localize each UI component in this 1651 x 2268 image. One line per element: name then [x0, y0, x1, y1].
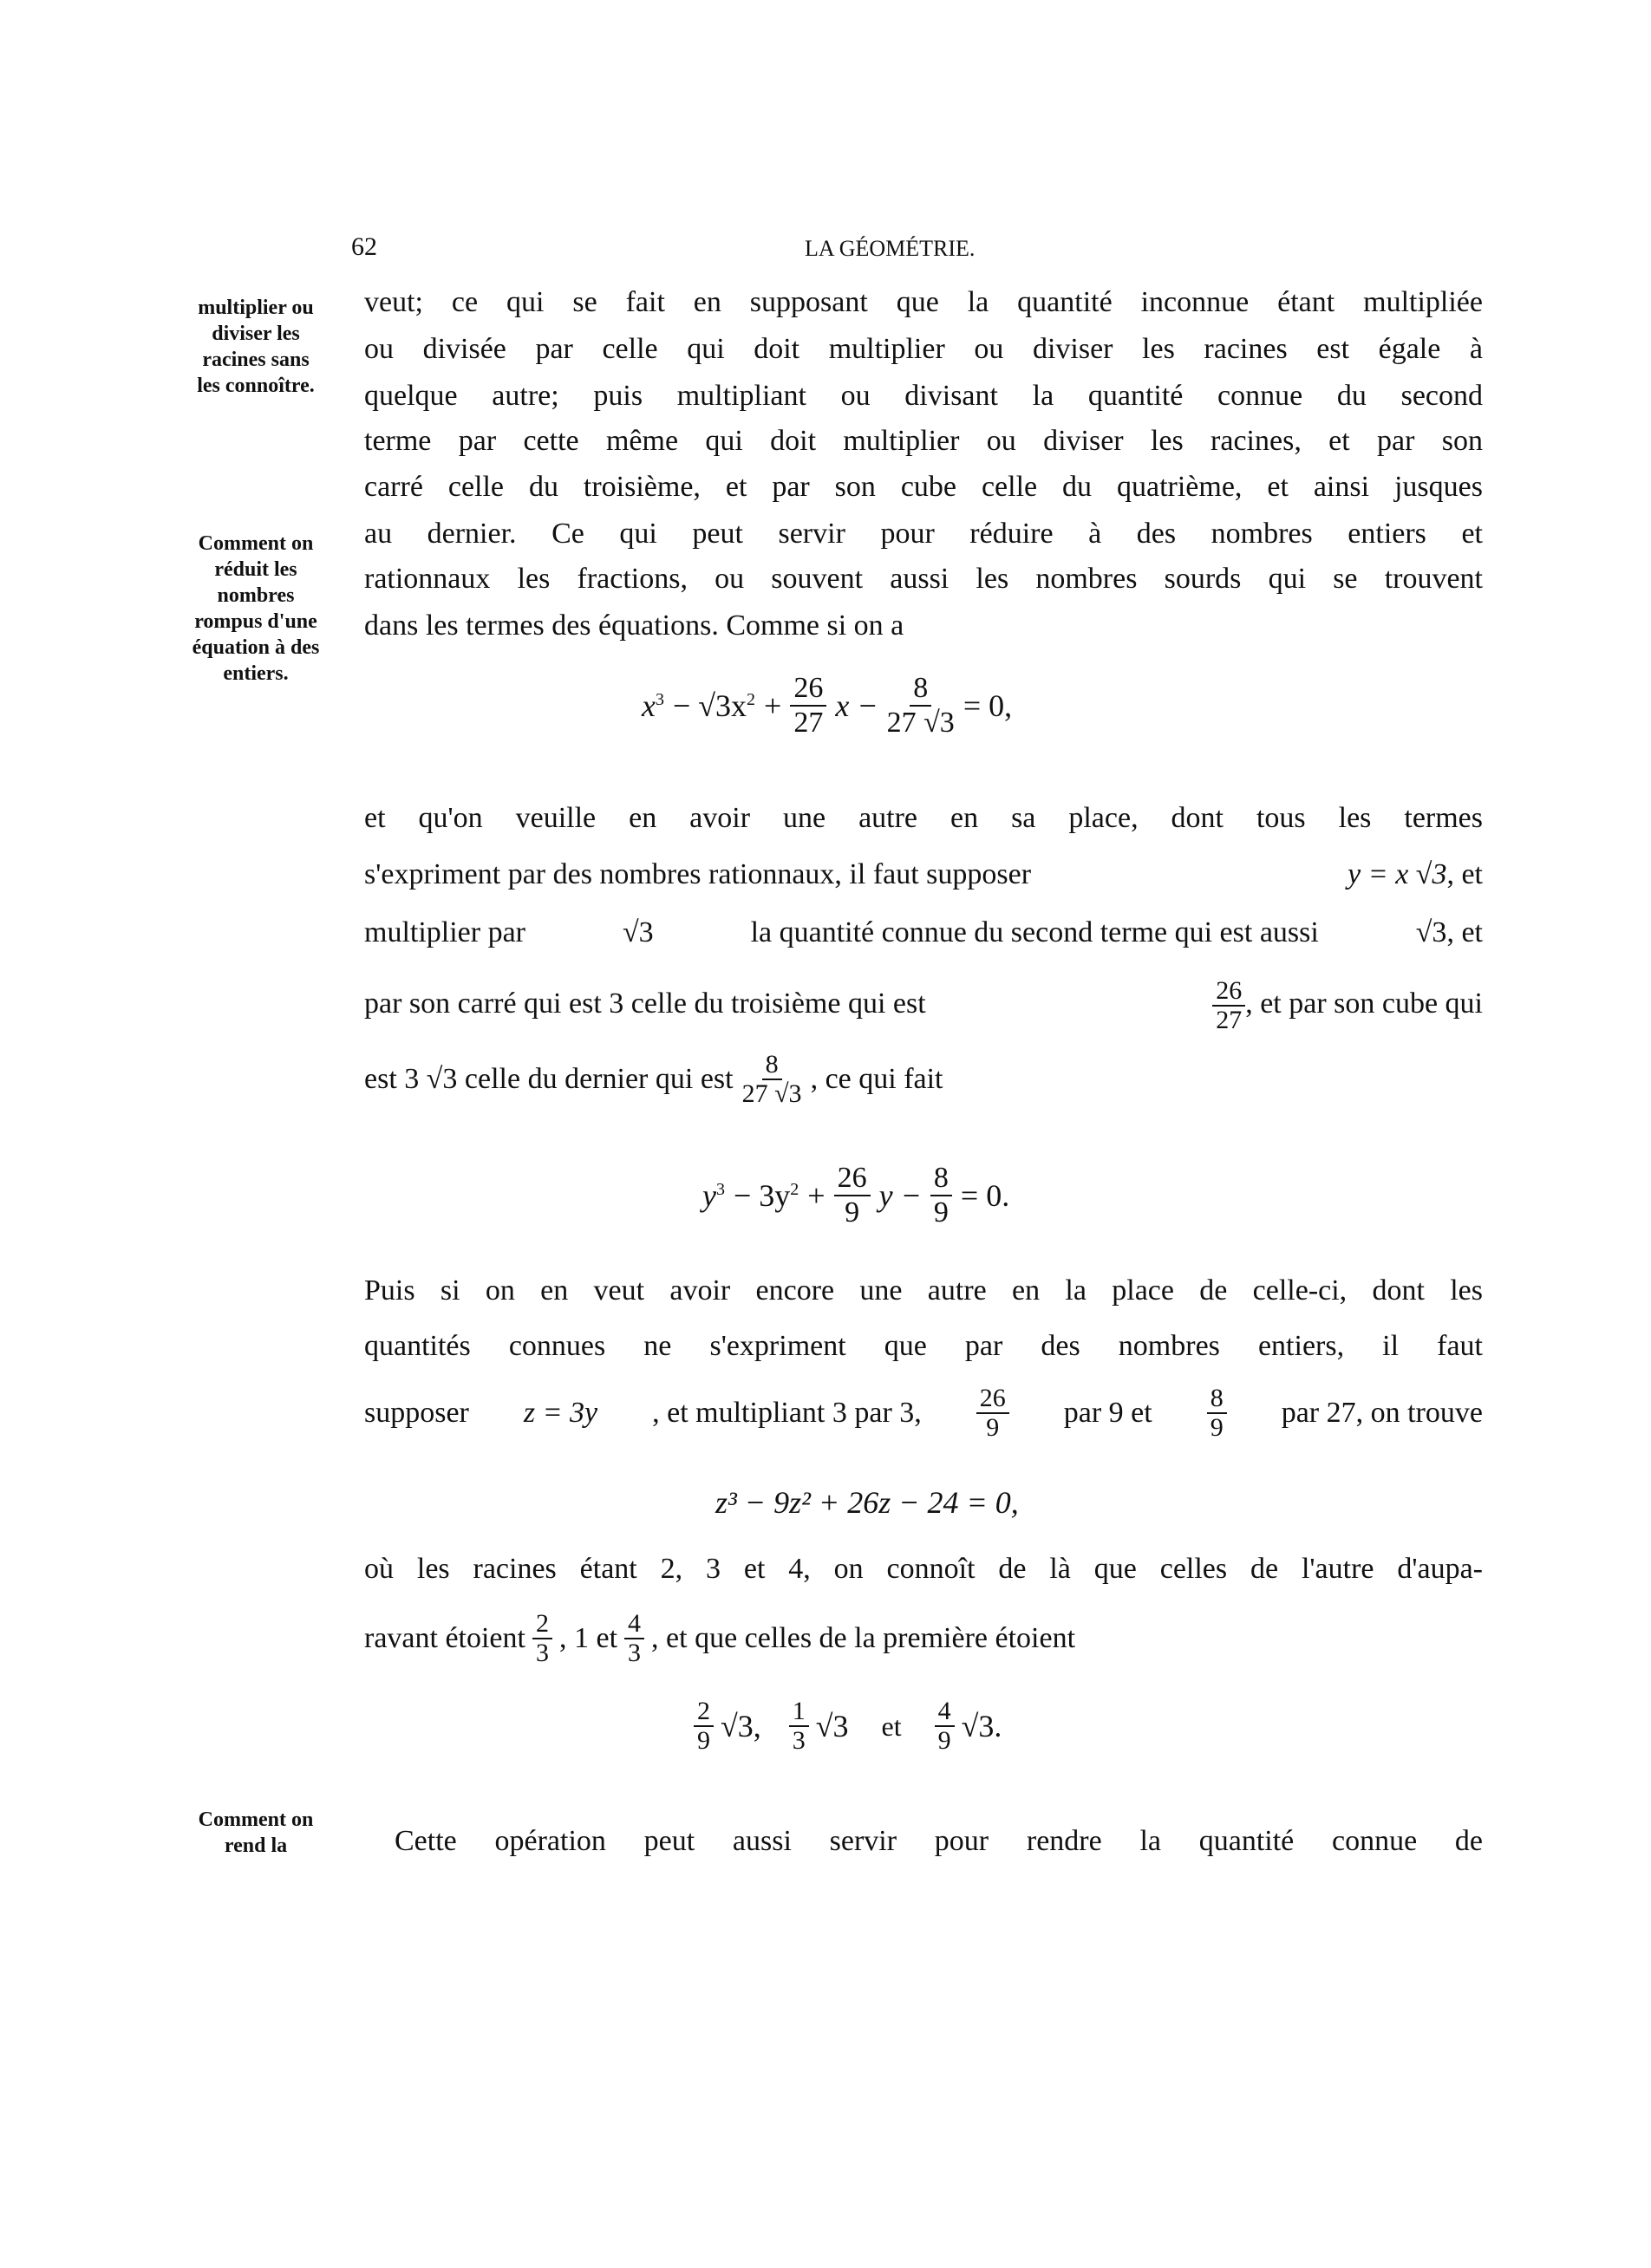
numerator: 26: [790, 672, 826, 707]
page-number: 62: [351, 232, 377, 261]
text-span: , et: [1446, 858, 1483, 890]
text-line: Cette opération peut aussi servir pour rendre la quantité connue de: [395, 1825, 1483, 1857]
text-line: [364, 915, 1483, 951]
eq-term: − 3y: [733, 1178, 791, 1213]
math-span: y = x √3: [1348, 858, 1447, 890]
denominator: 9: [986, 1413, 1000, 1442]
text-line: Puis si on en veut avoir encore une autre en la place de celle-ci, dont les: [364, 1274, 1483, 1307]
text-line: terme par cette même qui doit multiplier ou diviser les racines, et par son: [364, 425, 1483, 457]
fraction: [532, 1610, 552, 1667]
margin-note-line: rend la: [224, 1835, 288, 1857]
eq-exp: 3: [655, 690, 664, 709]
text-span: la quantité connue du second terme qui est aussi: [750, 916, 1319, 948]
margin-note-line: les connoître.: [197, 375, 315, 397]
numerator: 26: [1212, 977, 1245, 1007]
margin-note-line: entiers.: [223, 662, 289, 685]
denominator: 9: [697, 1726, 710, 1755]
numerator: 8: [1207, 1385, 1227, 1414]
fraction: [624, 1610, 644, 1667]
numerator: 26: [834, 1162, 871, 1196]
eq-term: x −: [835, 688, 878, 723]
fraction: [790, 672, 826, 740]
denominator: 9: [845, 1196, 860, 1228]
equation-2: [702, 1162, 1009, 1229]
text-span: supposer: [364, 1397, 469, 1429]
eq-term: y: [702, 1178, 716, 1213]
margin-note-line: diviser les: [212, 323, 300, 345]
text-line: quelque autre; puis multipliant ou divisant la quantité connue du second: [364, 380, 1483, 412]
text-line: [364, 857, 1483, 893]
text-line: [364, 1045, 1483, 1114]
fraction: [1212, 977, 1245, 1034]
math-span: √3: [622, 916, 654, 948]
text-span: , ce qui fait: [810, 1063, 943, 1095]
text-span: , et par son cube qui: [1245, 987, 1483, 1020]
text-span: par 9 et: [1063, 1397, 1152, 1429]
text-span: par son carré qui est 3 celle du troisième qui est: [364, 987, 926, 1020]
text-line: [364, 1378, 1483, 1448]
text-line: rationnaux les fractions, ou souvent aussi les nombres sourds qui se trouvent: [364, 563, 1483, 595]
margin-note-line: racines sans: [202, 349, 310, 371]
text-span: multiplier par: [364, 916, 526, 948]
equation-1: [642, 672, 1012, 740]
text-line: dans les termes des équations. Comme si on a: [364, 609, 904, 642]
denominator: 9: [1210, 1413, 1224, 1442]
numerator: 8: [930, 1162, 952, 1196]
fraction: [1207, 1385, 1227, 1442]
fraction: [887, 672, 955, 740]
text-span: , et multipliant 3 par 3,: [652, 1397, 922, 1429]
eq-term: = 0,: [963, 688, 1013, 723]
eq-term: et: [881, 1710, 902, 1742]
equation-4: [694, 1698, 1002, 1755]
fraction: [930, 1162, 952, 1229]
eq-exp: 2: [790, 1180, 799, 1199]
text-line: [364, 1604, 1483, 1673]
denominator: 3: [792, 1726, 806, 1755]
margin-note-line: Comment on: [198, 1809, 314, 1831]
text-line: ou divisée par celle qui doit multiplier ou diviser les racines est égale à: [364, 333, 1483, 365]
fraction: [834, 1162, 871, 1229]
text-span: , et que celles de la première étoient: [651, 1622, 1076, 1654]
text-line: au dernier. Ce qui peut servir pour réduire à des nombres entiers et: [364, 518, 1483, 550]
numerator: 4: [935, 1698, 955, 1727]
text-line: [364, 969, 1483, 1039]
running-title: LA GÉOMÉTRIE.: [805, 236, 976, 261]
text-span: s'expriment par des nombres rationnaux, il faut supposer: [364, 858, 1032, 890]
denominator: 9: [937, 1726, 951, 1755]
text-line: où les racines étant 2, 3 et 4, on connoît de là que celles de l'autre d'aupa-: [364, 1553, 1483, 1585]
numerator: 8: [762, 1051, 782, 1080]
margin-note-line: réduit les: [214, 558, 297, 581]
fraction: [789, 1698, 809, 1755]
eq-term: − √3x: [672, 688, 747, 723]
text-line: quantités connues ne s'expriment que par des nombres entiers, il faut: [364, 1330, 1483, 1362]
text-span: ravant étoient: [364, 1622, 525, 1654]
margin-note-line: équation à des: [192, 636, 320, 659]
denominator: 9: [933, 1196, 949, 1228]
fraction: [935, 1698, 955, 1755]
denominator: 27 √3: [741, 1079, 802, 1108]
numerator: 26: [976, 1385, 1009, 1414]
fraction: [694, 1698, 714, 1755]
denominator: 27: [793, 707, 824, 739]
margin-note-line: multiplier ou: [198, 297, 314, 319]
eq-term: √3: [815, 1709, 849, 1743]
denominator: 3: [628, 1639, 642, 1667]
eq-exp: 2: [747, 690, 756, 709]
eq-term: √3,: [721, 1709, 761, 1743]
text-line: carré celle du troisième, et par son cube celle du quatrième, et ainsi jusques: [364, 471, 1483, 503]
numerator: 8: [910, 672, 931, 707]
equation-3: [715, 1484, 1019, 1521]
numerator: 1: [789, 1698, 809, 1727]
text-line: veut; ce qui se fait en supposant que la quantité inconnue étant multipliée: [364, 286, 1483, 318]
text-span: par 27, on trouve: [1281, 1397, 1483, 1429]
numerator: 2: [694, 1698, 714, 1727]
eq-term: = 0.: [960, 1178, 1010, 1213]
numerator: 4: [624, 1610, 644, 1639]
math-span: √3: [1415, 916, 1447, 948]
numerator: 2: [532, 1610, 552, 1639]
eq-op: +: [764, 688, 782, 723]
eq-term: x: [642, 688, 656, 723]
margin-note-3: [173, 1807, 338, 1859]
fraction: [742, 1051, 802, 1108]
denominator: 27: [1216, 1006, 1243, 1035]
fraction: [976, 1385, 1009, 1442]
eq-term: y −: [878, 1178, 922, 1213]
text-span: , 1 et: [558, 1622, 618, 1654]
margin-note-line: nombres: [217, 584, 295, 607]
margin-note-2: [173, 531, 338, 687]
margin-note-1: [173, 295, 338, 399]
text-span: , et: [1446, 916, 1483, 948]
margin-note-line: rompus d'une: [194, 610, 317, 633]
eq-op: +: [807, 1178, 826, 1213]
eq-text: z³ − 9z² + 26z − 24 = 0,: [715, 1485, 1019, 1520]
text-line: et qu'on veuille en avoir une autre en sa place, dont tous les termes: [364, 802, 1483, 834]
denominator: 3: [535, 1639, 549, 1667]
margin-note-line: Comment on: [198, 532, 314, 555]
denominator: 27 √3: [886, 707, 955, 739]
eq-exp: 3: [715, 1180, 725, 1199]
text-span: est 3 √3 celle du dernier qui est: [364, 1063, 734, 1095]
eq-term: √3.: [961, 1709, 1002, 1743]
math-span: z = 3y: [523, 1397, 598, 1429]
